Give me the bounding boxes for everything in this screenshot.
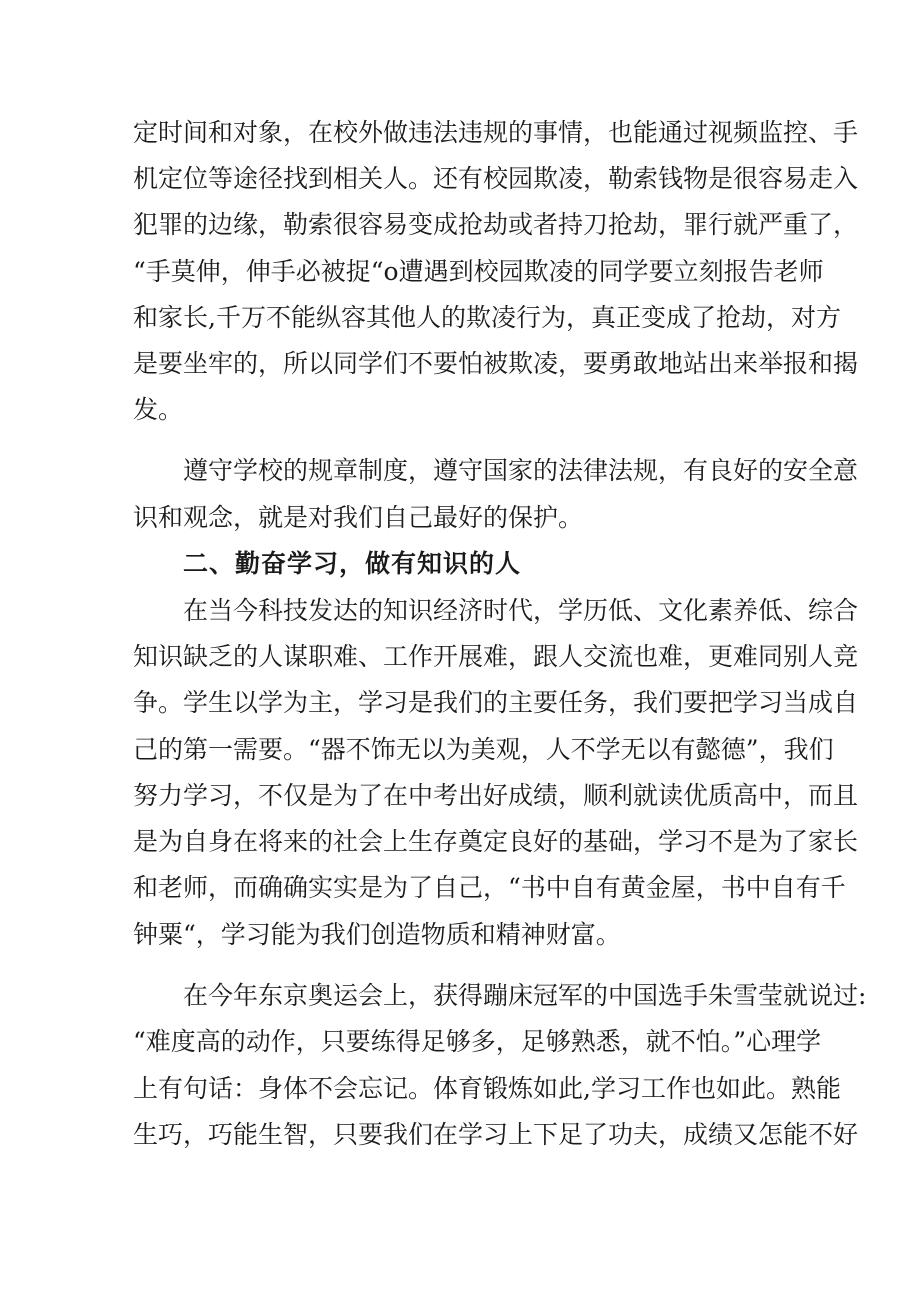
body-text-line: 生巧，巧能生智，只要我们在学习上下足了功夫，成绩又怎能不好 xyxy=(133,1120,859,1149)
body-text-line: 己的第一需要。“器不饰无以为美观，人不学无以有懿德”，我们 xyxy=(133,735,834,764)
section-heading: 二、勤奋学习，做有知识的人 xyxy=(183,549,522,578)
body-text-line: 机定位等途径找到相关人。还有校园欺凌，勒索钱物是很容易走入 xyxy=(133,164,859,193)
body-text-line: 钟粟“，学习能为我们创造物质和精神财富。 xyxy=(133,920,621,949)
body-text-line: 和家长,千万不能纵容其他人的欺凌行为，真正变成了抢劫，对方 xyxy=(133,303,841,332)
body-text-line: 是为自身在将来的社会上生存奠定良好的基础，学习不是为了家长 xyxy=(133,827,859,856)
body-text-line: 是要坐牢的，所以同学们不要怕被欺凌，要勇敢地站出来举报和揭 xyxy=(133,349,859,378)
body-text-line: 知识缺乏的人谋职难、工作开展难，跟人交流也难，更难同别人竞 xyxy=(133,642,859,671)
body-text-line: 争。学生以学为主，学习是我们的主要任务，我们要把学习当成自 xyxy=(133,688,859,717)
body-text-line: 识和观念，就是对我们自己最好的保护。 xyxy=(133,503,584,532)
body-text-line: 在当今科技发达的知识经济时代，学历低、文化素养低、综合 xyxy=(183,596,859,625)
body-text-line: 上有句话：身体不会忘记。体育锻炼如此,学习工作也如此。熟能 xyxy=(133,1074,841,1103)
body-text-line: 发。 xyxy=(133,395,184,424)
body-text-line: 遵守学校的规章制度，遵守国家的法律法规，有良好的安全意 xyxy=(183,456,859,485)
body-text-line: “手莫伸，伸手必被捉“o遭遇到校园欺凌的同学要立刻报告老师 xyxy=(133,257,824,286)
body-text-line: 犯罪的边缘，勒索很容易变成抢劫或者持刀抢劫，罪行就严重了， xyxy=(133,210,859,239)
body-text-line: 努力学习，不仅是为了在中考出好成绩，顺利就读优质高中，而且 xyxy=(133,781,859,810)
body-text-line: 定时间和对象，在校外做违法违规的事情，也能通过视频监控、手 xyxy=(133,118,859,147)
body-text-line: 和老师，而确确实实是为了自己，“书中自有黄金屋，书中自有千 xyxy=(133,873,846,902)
body-text-line: “难度高的动作，只要练得足够多，足够熟悉，就不怕。”心理学 xyxy=(133,1027,822,1056)
body-text-line: 在今年东京奥运会上，获得蹦床冠军的中国选手朱雪莹就说过: xyxy=(183,981,867,1010)
